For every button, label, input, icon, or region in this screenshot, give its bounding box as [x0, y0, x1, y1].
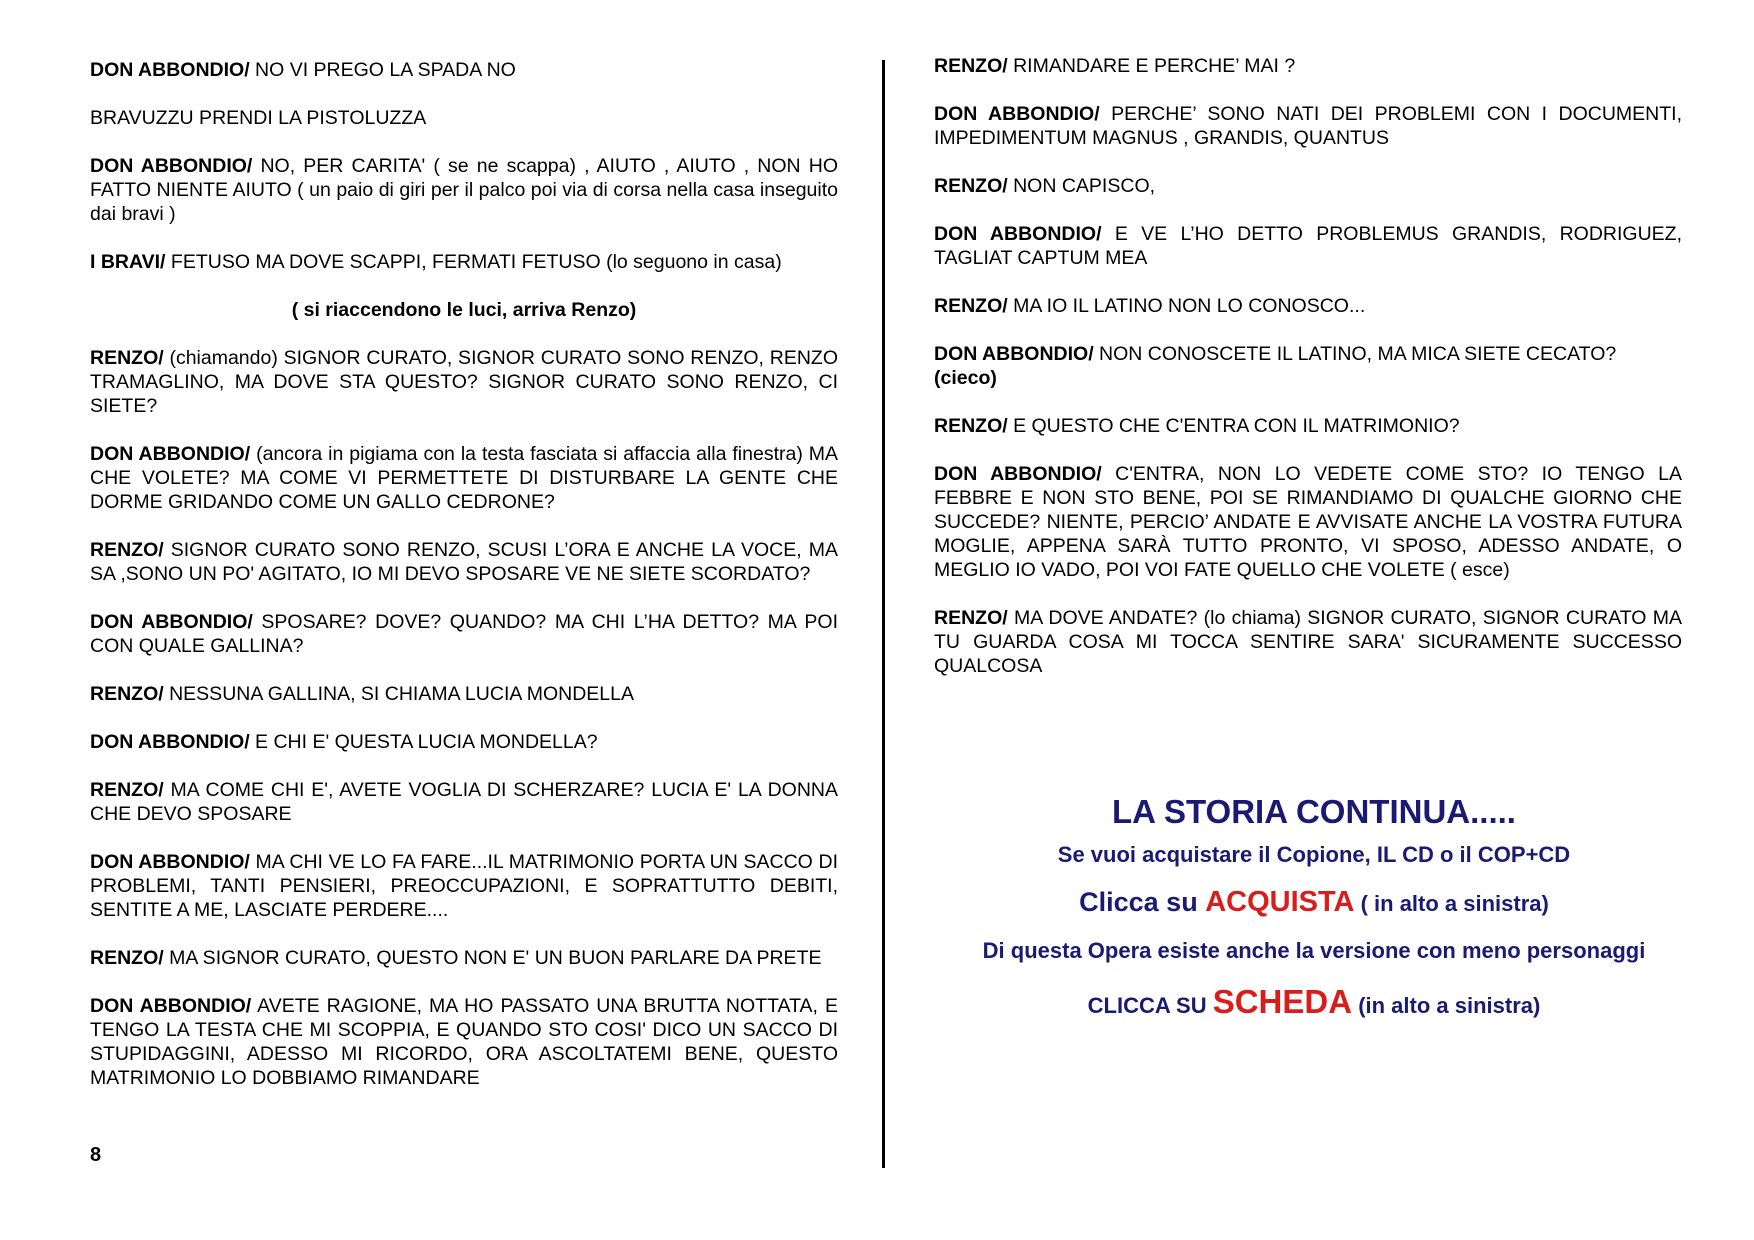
dialogue-text: NON CAPISCO, [1007, 175, 1156, 197]
dialogue-paragraph [934, 102, 1682, 150]
speaker-name: RENZO/ [90, 683, 164, 705]
page-number: 8 [90, 1144, 102, 1166]
speaker-name: DON ABBONDIO/ [90, 851, 250, 873]
speaker-name: DON ABBONDIO/ [90, 59, 250, 81]
dialogue-paragraph [90, 610, 838, 658]
dialogue-paragraph [934, 294, 1682, 318]
dialogue-paragraph [90, 250, 838, 274]
speaker-name: DON ABBONDIO/ [90, 611, 253, 633]
dialogue-paragraph [90, 682, 838, 706]
speaker-name: RENZO/ [934, 55, 1008, 77]
promo-acquista-line [934, 884, 1694, 922]
dialogue-text: BRAVUZZU PRENDI LA PISTOLUZZA [90, 107, 427, 129]
dialogue-paragraph [90, 850, 838, 922]
dialogue-paragraph [90, 58, 838, 82]
dialogue-paragraph [90, 994, 838, 1090]
dialogue-text: NESSUNA GALLINA, SI CHIAMA LUCIA MONDELLA [163, 683, 634, 705]
dialogue-text: E VE L’HO DETTO PROBLEMUS GRANDIS, RODRIGUEZ, TAGLIAT CAPTUM MEA [934, 223, 1682, 269]
dialogue-text: AVETE RAGIONE, MA HO PASSATO UNA BRUTTA NOTTATA, E TENGO LA TESTA CHE MI SCOPPIA, E QUANDO STO COSI' DICO UN SACCO DI STUPIDAGGINI, ADESSO MI RICORDO, ORA ASCOLTATEMI BENE, QUESTO MATRIMONIO LO DOBBIAMO RIMANDARE [90, 995, 838, 1089]
dialogue-paragraph [90, 346, 838, 418]
dialogue-text: E CHI E' QUESTA LUCIA MONDELLA? [249, 731, 598, 753]
dialogue-note: (cieco) [934, 367, 997, 389]
left-column [90, 58, 838, 1114]
dialogue-text: SIGNOR CURATO SONO RENZO, SCUSI L’ORA E ANCHE LA VOCE, MA SA ,SONO UN PO' AGITATO, IO MI DEVO SPOSARE VE NE SIETE SCORDATO? [90, 539, 838, 585]
dialogue-paragraph [90, 778, 838, 826]
dialogue-paragraph [90, 154, 838, 226]
speaker-name: RENZO/ [90, 539, 164, 561]
dialogue-text: MA CHI VE LO FA FARE...IL MATRIMONIO PORTA UN SACCO DI PROBLEMI, TANTI PENSIERI, PREOCCUPAZIONI, E SOPRATTUTTO DEBITI, SENTITE A ME, LASCIATE PERDERE.... [90, 851, 839, 921]
dialogue-paragraph [934, 222, 1682, 270]
promo-scheda-suffix: (in alto a sinistra) [1352, 993, 1541, 1018]
speaker-name: RENZO/ [934, 607, 1008, 629]
promo-purchase-info: Se vuoi acquistare il Copione, IL CD o il COP+CD [1057, 842, 1571, 867]
acquista-link[interactable]: ACQUISTA [1205, 886, 1355, 918]
promo-acquista-suffix: ( in alto a sinistra) [1354, 891, 1549, 916]
speaker-name: RENZO/ [934, 175, 1008, 197]
dialogue-text: (ancora in pigiama con la testa fasciata si affaccia alla finestra) MA CHE VOLETE? MA COME VI PERMETTETE DI DISTURBARE LA GENTE CHE DORME GRIDANDO COME UN GALLO CEDRONE? [90, 443, 839, 513]
dialogue-paragraph [934, 606, 1682, 678]
dialogue-paragraph [934, 414, 1682, 438]
speaker-name: DON ABBONDIO/ [90, 731, 250, 753]
promo-box [934, 790, 1694, 1026]
dialogue-paragraph [90, 106, 838, 130]
speaker-name: DON ABBONDIO/ [934, 343, 1094, 365]
dialogue-paragraph [90, 538, 838, 586]
speaker-name: DON ABBONDIO/ [90, 995, 252, 1017]
promo-version-info: Di questa Opera esiste anche la versione con meno personaggi [982, 938, 1646, 963]
speaker-name: DON ABBONDIO/ [90, 443, 251, 465]
speaker-name: DON ABBONDIO/ [934, 223, 1102, 245]
dialogue-text: MA SIGNOR CURATO, QUESTO NON E' UN BUON PARLARE DA PRETE [163, 947, 822, 969]
dialogue-text: FETUSO MA DOVE SCAPPI, FERMATI FETUSO (lo seguono in casa) [165, 251, 782, 273]
speaker-name: DON ABBONDIO/ [934, 463, 1102, 485]
speaker-name: RENZO/ [90, 779, 164, 801]
promo-scheda-prefix: CLICCA SU [1087, 993, 1213, 1018]
dialogue-paragraph [934, 54, 1682, 78]
dialogue-text: MA DOVE ANDATE? (lo chiama) SIGNOR CURATO, SIGNOR CURATO MA TU GUARDA COSA MI TOCCA SENTIRE SARA' SICURAMENTE SUCCESSO QUALCOSA [934, 607, 1682, 677]
dialogue-paragraph [90, 730, 838, 754]
speaker-name: I BRAVI/ [90, 251, 166, 273]
dialogue-paragraph [934, 342, 1682, 390]
dialogue-paragraph [90, 298, 838, 322]
dialogue-text: MA COME CHI E', AVETE VOGLIA DI SCHERZARE? LUCIA E' LA DONNA CHE DEVO SPOSARE [90, 779, 838, 825]
column-divider [882, 60, 885, 1168]
dialogue-text: NO, PER CARITA' ( se ne scappa) , AIUTO , AIUTO , NON HO FATTO NIENTE AIUTO ( un paio di giri per il palco poi via di corsa nella casa inseguito dai bravi ) [90, 155, 838, 225]
dialogue-text: NO VI PREGO LA SPADA NO [249, 59, 516, 81]
speaker-name: DON ABBONDIO/ [934, 103, 1100, 125]
speaker-name: RENZO/ [934, 415, 1008, 437]
scheda-link[interactable]: SCHEDA [1212, 983, 1353, 1020]
dialogue-text: PERCHE’ SONO NATI DEI PROBLEMI CON I DOCUMENTI, IMPEDIMENTUM MAGNUS , GRANDIS, QUANTUS [934, 103, 1682, 149]
speaker-name: RENZO/ [934, 295, 1008, 317]
dialogue-paragraph [90, 442, 838, 514]
dialogue-text: SPOSARE? DOVE? QUANDO? MA CHI L’HA DETTO? MA POI CON QUALE GALLINA? [90, 611, 839, 657]
right-column [934, 54, 1682, 702]
dialogue-text: (chiamando) SIGNOR CURATO, SIGNOR CURATO SONO RENZO, RENZO TRAMAGLINO, MA DOVE STA QUESTO? SIGNOR CURATO SONO RENZO, CI SIETE? [90, 347, 838, 417]
promo-acquista-prefix: Clicca su [1079, 887, 1206, 917]
dialogue-text: RIMANDARE E PERCHE’ MAI ? [1007, 55, 1296, 77]
speaker-name: DON ABBONDIO/ [90, 155, 253, 177]
dialogue-paragraph [934, 174, 1682, 198]
promo-title: LA STORIA CONTINUA..... [1112, 793, 1516, 830]
dialogue-text: MA IO IL LATINO NON LO CONOSCO... [1007, 295, 1366, 317]
dialogue-text: NON CONOSCETE IL LATINO, MA MICA SIETE CECATO? [1093, 343, 1617, 365]
dialogue-paragraph [934, 462, 1682, 582]
dialogue-text: E QUESTO CHE C'ENTRA CON IL MATRIMONIO? [1007, 415, 1460, 437]
speaker-name: RENZO/ [90, 347, 164, 369]
dialogue-text: ( si riaccendono le luci, arriva Renzo) [291, 299, 637, 321]
dialogue-paragraph [90, 946, 838, 970]
promo-scheda-line [934, 982, 1694, 1026]
speaker-name: RENZO/ [90, 947, 164, 969]
dialogue-text: C'ENTRA, NON LO VEDETE COME STO? IO TENGO LA FEBBRE E NON STO BENE, POI SE RIMANDIAMO DI QUALCHE GIORNO CHE SUCCEDE? NIENTE, PERCIO’ ANDATE E AVVISATE ANCHE LA VOSTRA FUTURA MOGLIE, APPENA SARÀ TUTTO PRONTO, VI SPOSO, ADESSO ANDATE, O MEGLIO IO VADO, POI VOI FATE QUELLO CHE VOLETE ( esce) [934, 463, 1682, 581]
